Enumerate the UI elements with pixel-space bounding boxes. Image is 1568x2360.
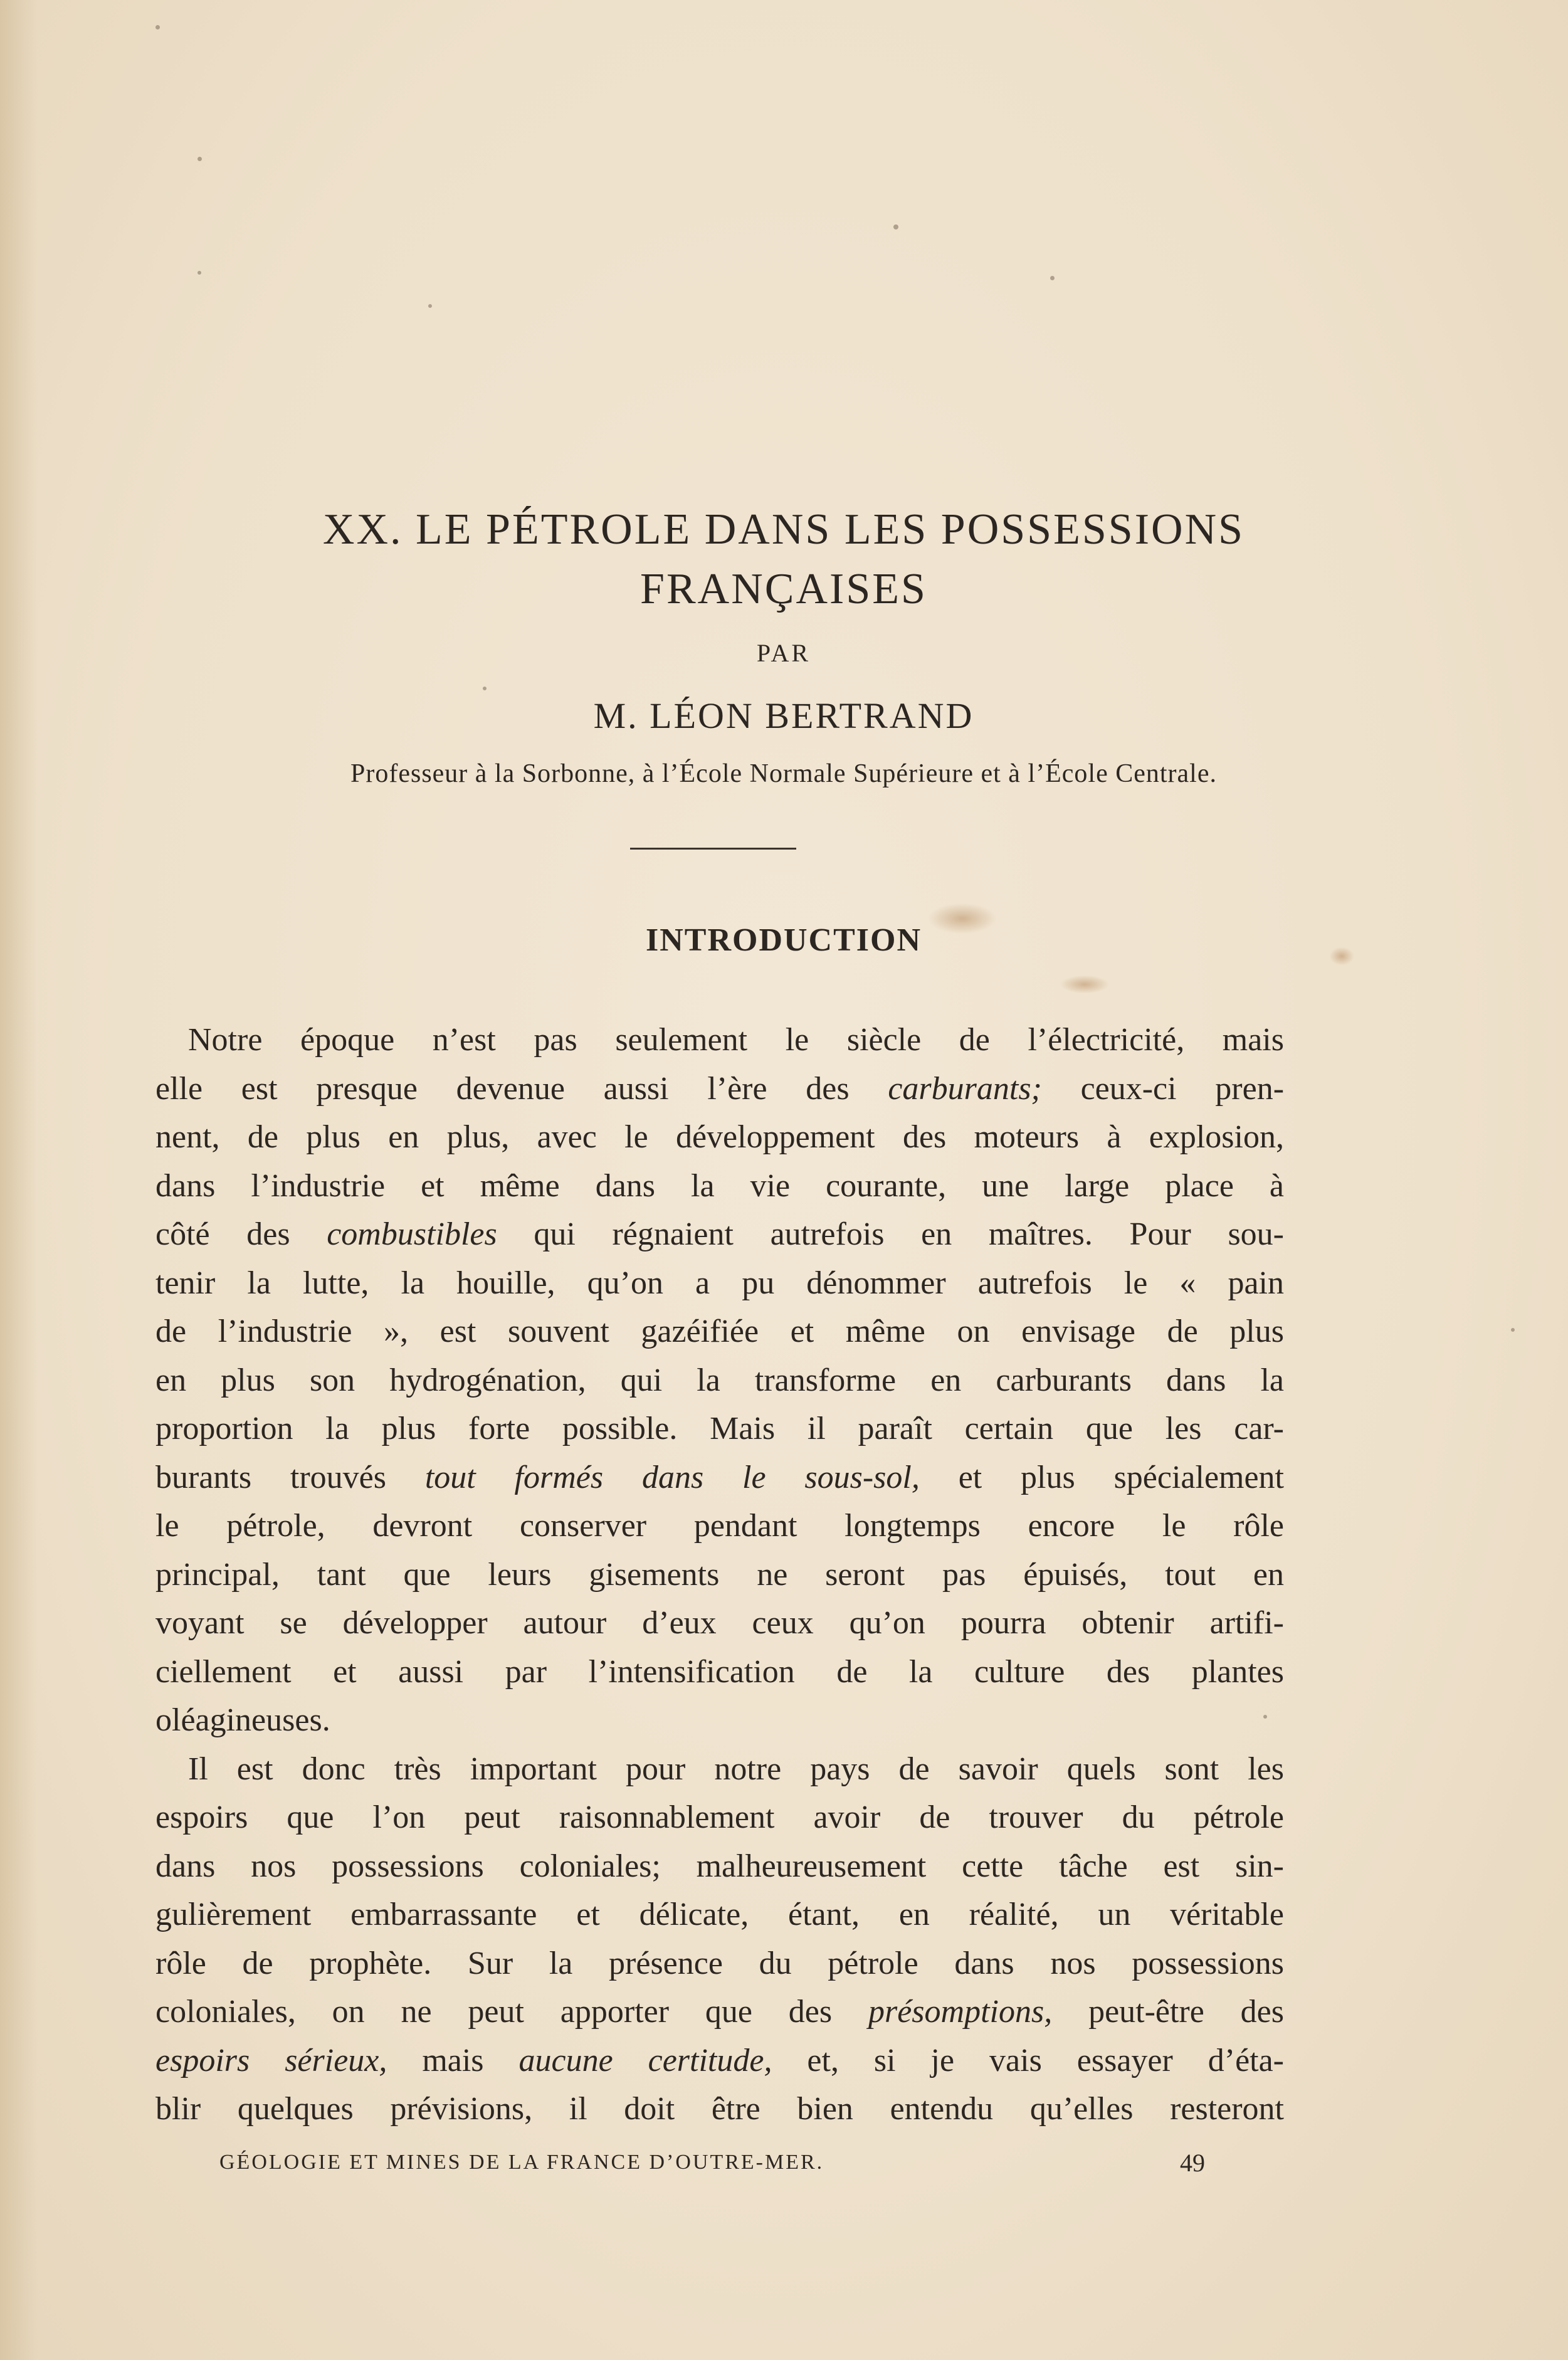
article-title-line-2: FRANÇAISES — [640, 565, 927, 613]
text-line: coloniales, on ne peut apporter que des présomptions, peut-être des — [155, 1994, 1284, 2030]
text-line: Notre époque n’est pas seulement le siècle de l’électricité, mais — [188, 1022, 1284, 1058]
author-name: M. LÉON BERTRAND — [593, 695, 974, 736]
text-line: de l’industrie », est souvent gazéifiée et même on envisage de plus — [155, 1314, 1284, 1349]
section-heading: INTRODUCTION — [645, 922, 922, 958]
text-line: dans l’industrie et même dans la vie courante, une large place à — [155, 1167, 1284, 1204]
text-line: principal, tant que leurs gisements ne seront pas épuisés, tout en — [155, 1556, 1284, 1593]
body-text — [155, 1016, 1284, 2134]
text-line: espoirs que l’on peut raisonnablement avoir de trouver du pétrole — [155, 1799, 1284, 1835]
text-line: proportion la plus forte possible. Mais il paraît certain que les car- — [155, 1411, 1284, 1446]
paper-speck — [197, 157, 202, 161]
text-line: oléagineuses. — [155, 1702, 330, 1738]
text-line: ciellement et aussi par l’intensification de la culture des plantes — [155, 1653, 1284, 1690]
paper-speck — [483, 687, 487, 690]
text-line: rôle de prophète. Sur la présence du pétrole dans nos possessions — [155, 1945, 1284, 1981]
text-line: blir quelques prévisions, il doit être bien entendu qu’elles resteront — [155, 2091, 1284, 2127]
page-edge-shadow — [0, 0, 38, 2360]
text-line: dans nos possessions coloniales; malheureusement cette tâche est sin- — [155, 1848, 1284, 1884]
text-line: nent, de plus en plus, avec le développement des moteurs à explosion, — [155, 1119, 1284, 1155]
text-line: burants trouvés tout formés dans le sous-sol, et plus spécialement — [155, 1459, 1284, 1495]
article-title-line-1: XX. LE PÉTROLE DANS LES POSSESSIONS — [322, 505, 1245, 554]
running-footer-title: GÉOLOGIE ET MINES DE LA FRANCE D’OUTRE-MER. — [219, 2151, 824, 2174]
section-divider — [630, 848, 796, 850]
text-line: espoirs sérieux, mais aucune certitude, et, si je vais essayer d’éta- — [155, 2042, 1284, 2078]
paper-stain — [1060, 975, 1110, 994]
paper-speck — [1050, 276, 1055, 280]
text-line: tenir la lutte, la houille, qu’on a pu dénommer autrefois le « pain — [155, 1265, 1284, 1301]
text-line: côté des combustibles qui régnaient autrefois en maîtres. Pour sou- — [155, 1216, 1284, 1252]
paper-speck — [893, 224, 898, 229]
text-line: gulièrement embarrassante et délicate, étant, en réalité, un véritable — [155, 1897, 1284, 1932]
text-line: le pétrole, devront conserver pendant longtemps encore le rôle — [155, 1508, 1284, 1544]
paper-speck — [1511, 1328, 1515, 1332]
text-line: Il est donc très important pour notre pays de savoir quels sont les — [188, 1751, 1284, 1787]
paper-speck — [428, 304, 432, 308]
text-line: elle est presque devenue aussi l’ère des carburants; ceux-ci pren- — [155, 1070, 1285, 1107]
paper-speck — [155, 25, 160, 29]
text-line: en plus son hydrogénation, qui la transforme en carburants dans la — [155, 1362, 1284, 1398]
author-affiliation: Professeur à la Sorbonne, à l’École Normale Supérieure et à l’École Centrale. — [350, 759, 1217, 788]
paper-speck — [197, 271, 201, 275]
page-number: 49 — [1180, 2149, 1205, 2177]
by-line-par: PAR — [756, 639, 811, 667]
text-line: voyant se développer autour d’eux ceux qu’on pourra obtenir artifi- — [155, 1605, 1284, 1641]
